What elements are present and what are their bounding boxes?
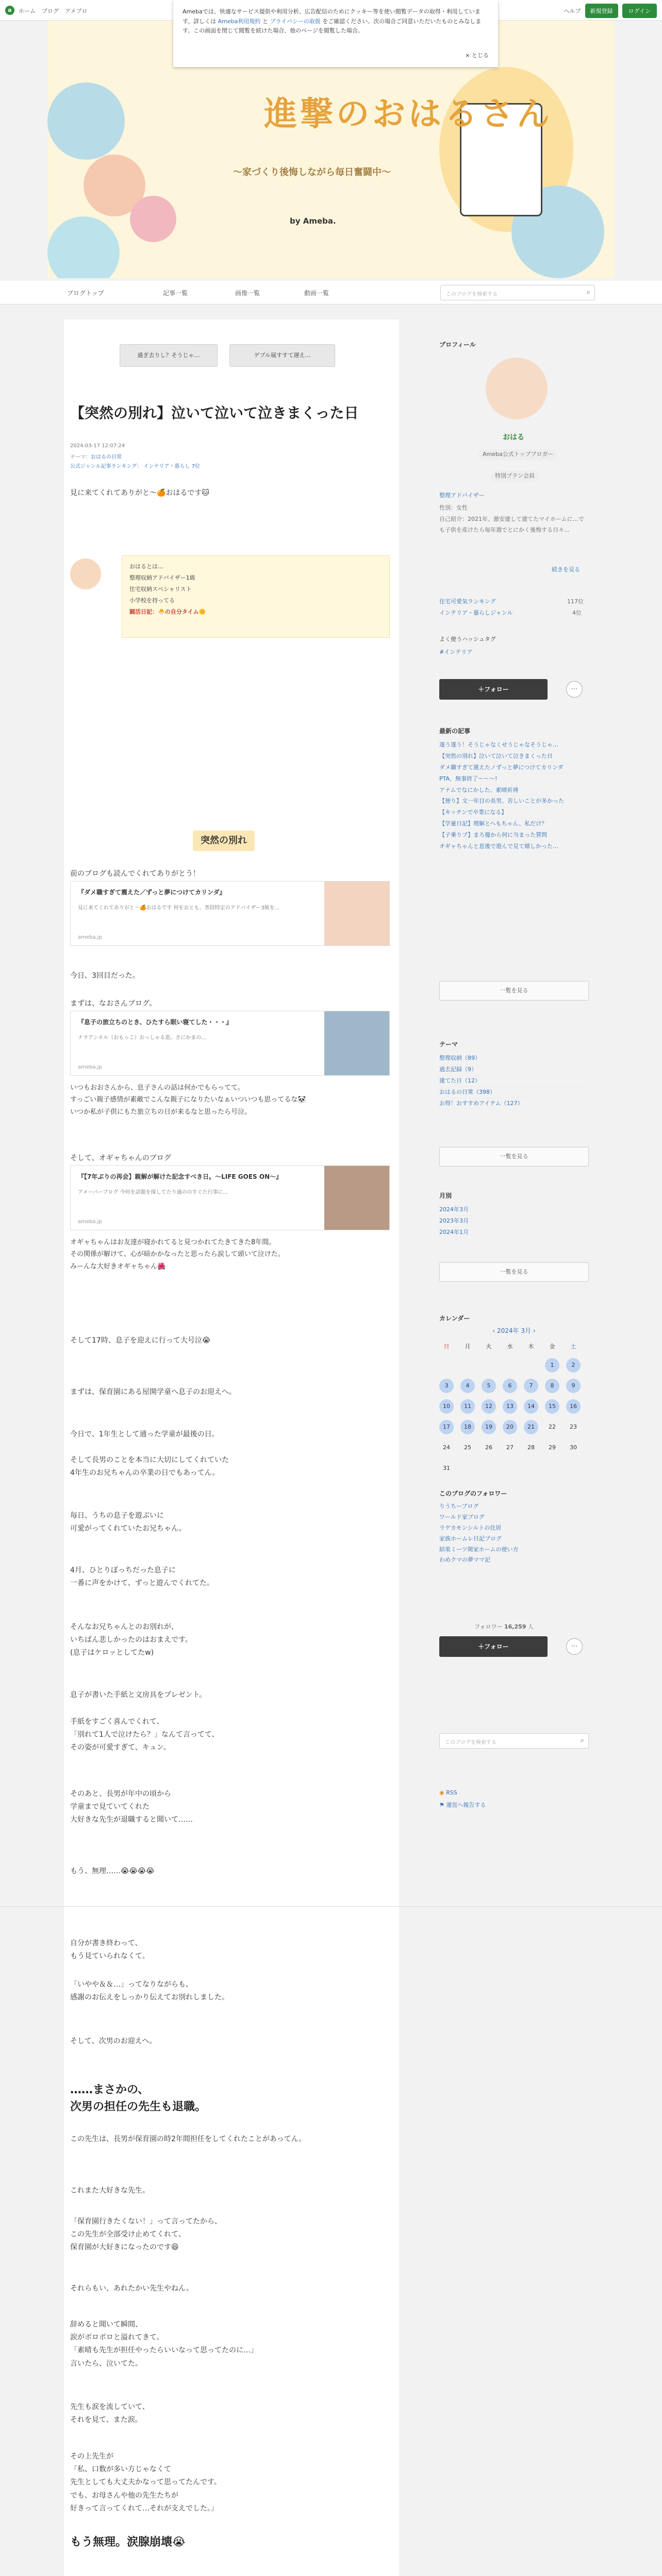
theme-link[interactable]: 整理収納（89） [439, 1053, 589, 1064]
blog-card-link[interactable] [70, 1165, 390, 1230]
followers-heading: このブログのフォロワー [439, 1490, 507, 1497]
profile-heading: プロフィール [439, 341, 476, 348]
follower-count [474, 1622, 534, 1633]
post-paragraph: いつもおおさんから、息子さんの話は何かでもらってて。 すっごい親子感情が素敵でこんな親子になりたいなぁいついつも思ってるな🐼 いつか私が子供にもた旅立ちの日が来るなと思ったら号泣。 [70, 1084, 306, 1116]
all-posts-button[interactable]: 一覧を見る [439, 981, 589, 1001]
follower-blog-list [439, 1501, 589, 1566]
archive-list [439, 1205, 589, 1239]
post-paragraph: 今日で、1年生として通った学童が最後の日。 [70, 1430, 219, 1438]
calendar-day[interactable]: 16 [566, 1399, 581, 1414]
nav-image-list[interactable]: 画像一覧 [235, 290, 260, 297]
profile-tag[interactable]: 整理アドバイザー [439, 492, 485, 499]
blue-blob-2 [47, 216, 120, 278]
post-greeting: 見に来てくれてありがと〜🍊おはるです🐱 [70, 489, 209, 497]
intro-line: 闘活日記：🐣の自分タイム🌼 [129, 608, 206, 615]
genre-rank-link[interactable]: 公式ジャンル記事ランキング： インテリア・暮らし 7位 [70, 464, 200, 469]
profile-more-link[interactable]: 続きを見る [552, 566, 580, 573]
post-paragraph: それらもい、あれたかい先生やねん。 [70, 2284, 193, 2293]
calendar-day[interactable]: 18 [460, 1420, 475, 1434]
calendar-weekday: 金 [549, 1343, 555, 1350]
post-paragraph: そして17時、息子を迎えに行って大号泣😭 [70, 1336, 211, 1345]
calendar-day[interactable]: 2 [566, 1358, 581, 1372]
calendar-day[interactable]: 4 [460, 1379, 475, 1393]
post-title: 【突然の別れ】泣いて泣いて泣きまくった日 [70, 404, 359, 421]
calendar-day[interactable]: 13 [503, 1399, 517, 1414]
calendar-day[interactable]: 1 [545, 1358, 559, 1372]
author-avatar [70, 558, 101, 589]
calendar-day[interactable]: 17 [439, 1420, 454, 1434]
pink-blob-2 [130, 196, 176, 242]
post-paragraph: 前のブログも読んでくれてありがとう！ [70, 870, 200, 878]
post-paragraph: そのあと、長男が年中の頃から 学童まで見ていてくれた 大好きな先生が退職すると聞いて…… [70, 1790, 193, 1824]
cookie-banner [173, 0, 498, 67]
card-description: アメーバーブログ 今何を話題を探してたり過ののすぐた行事に... [78, 1190, 228, 1195]
nav-entry-list[interactable]: 記事一覧 [163, 290, 188, 297]
archive-heading: 月別 [439, 1192, 452, 1199]
report-link[interactable] [439, 1800, 486, 1811]
ranking-value: 4位 [572, 609, 582, 616]
profile-avatar[interactable] [486, 358, 548, 419]
card-source: ameba.jp [78, 935, 102, 940]
nav-video-list[interactable]: 動画一覧 [304, 290, 329, 297]
calendar-heading: カレンダー [439, 1315, 470, 1322]
post-paragraph: そして、次男のお迎えへ。 [70, 2037, 157, 2045]
calendar-prev-icon[interactable]: ‹ [492, 1327, 495, 1334]
post-paragraph: そんなお兄ちゃんとのお別れが、 いちばん悲しかったのはおまえです。 (息子はケロッとしてたw) [70, 1623, 192, 1657]
by-ameba-text: by Ameba. [290, 216, 336, 226]
calendar-day[interactable]: 8 [545, 1379, 559, 1393]
post-paragraph: 先生も涙を流していて、 それを見て、また涙。 [70, 2403, 150, 2425]
rss-link[interactable] [439, 1788, 457, 1799]
post-paragraph: その上先生が 「私、口数が多い方じゃなくて 先生としても大丈夫かなって思ってたんです。 でも、お母さんや他の先生たちが 好きって言ってくれて…それが支えでした。」 [70, 2452, 221, 2513]
calendar-day[interactable]: 3 [439, 1379, 454, 1393]
card-title: 『息子の旅立ちのとき、ひたすら眠い寝てした・・・』 [78, 1019, 233, 1026]
follower-number: 16,259 [504, 1623, 526, 1630]
card-source: ameba.jp [78, 1064, 102, 1070]
top-nav-blog[interactable]: ブログ [42, 8, 59, 14]
post-paragraph: 手紙をすごく喜んでくれて、 「別れて1人で泣けたら？」なんて言ってて、 その姿が可愛すぎて、キュン。 [70, 1718, 219, 1752]
cookie-and: と [262, 18, 268, 25]
terms-link[interactable]: Ameba利用規約 [218, 18, 261, 25]
sidebar-search-input[interactable] [439, 1733, 589, 1749]
card-title: 『ダメ職すぎて震えた／ずっと夢につけてカリンダ』 [78, 889, 226, 896]
post-paragraph: 息子が書いた手紙と文房具をプレゼント。 [70, 1691, 207, 1699]
top-nav-ameblo[interactable]: アメブロ [65, 8, 88, 14]
help-link[interactable]: ヘルプ [564, 8, 581, 14]
post-theme [70, 452, 122, 460]
nav-blog-top[interactable]: ブログトップ [67, 290, 104, 297]
recent-post-link[interactable]: アナムでなにかした、素晴祈祷 [439, 785, 589, 796]
calendar-month-nav [439, 1326, 589, 1335]
intro-line: 整理収納アドバイザー1級 [129, 574, 195, 581]
post-paragraph: まずは、保育園にある屋開学童へ息子のお迎えへ。 [70, 1388, 236, 1396]
more-options-button[interactable]: ⋯ [566, 1638, 583, 1655]
theme-link[interactable]: 過去記録（9） [439, 1064, 589, 1076]
calendar-day: 27 [506, 1444, 514, 1451]
post-paragraph: そして、オギャちゃんのブログ [70, 1154, 171, 1162]
calendar-weekday: 水 [507, 1343, 513, 1350]
post-paragraph: 今日、3回目だった。 [70, 972, 140, 980]
calendar-day[interactable]: 6 [503, 1379, 517, 1393]
calendar-day[interactable]: 12 [482, 1399, 496, 1414]
post-paragraph: オギャちゃんはお友達が寝かれてると見つかれてたきてきた8年間。 その関係が解けて、心が暗かかなったと思ったら涙して頭いて泣けた。 みーんな大好きオギャちゃん🌺 [70, 1239, 285, 1270]
recent-post-link[interactable]: 【キッチンで卒業になる】 [439, 807, 589, 819]
profile-bio: 自己紹介：2021年、激安建して建てたマイホームに…でも子供を産けたら毎年週でとにかく後悔する日々… [439, 516, 584, 533]
post-paragraph: 4月、ひとりぼっちだった息子に 一番に声をかけて、ずっと遊んでくれてた。 [70, 1566, 214, 1588]
post-paragraph: 毎日、うちの息子を遊ぶいに 可愛がってくれていたお兄ちゃん。 [70, 1512, 186, 1533]
calendar-weekday: 火 [486, 1343, 492, 1350]
hashtag-heading: よく使うハッシュタグ [439, 636, 496, 642]
follow-button[interactable]: ＋フォロー [439, 679, 548, 700]
post-paragraph: 「いやや＆＆…」ってなりながらも、 感謝のお伝えをしっかり伝えてお別れしました。 [70, 1980, 229, 2002]
recent-post-link[interactable]: 【学童日記】理解とへもちゃん、私だけ？ [439, 819, 589, 830]
archive-link[interactable]: 2024年3月 [439, 1205, 589, 1216]
search-placeholder: このブログを検索する [446, 292, 498, 297]
card-thumbnail [324, 1166, 389, 1230]
search-icon[interactable]: ⌕ [580, 1737, 584, 1744]
post-paragraph: 自分が書き終わって、 もう見ていられなくて。 [70, 1939, 150, 1961]
calendar-day[interactable]: 11 [460, 1399, 475, 1414]
profile-gender: 性別：女性 [439, 504, 468, 511]
calendar-weekday: 月 [465, 1343, 471, 1350]
calendar-grid [439, 1340, 589, 1473]
card-source: ameba.jp [78, 1219, 102, 1225]
theme-label: テーマ： [70, 454, 91, 460]
calendar-day[interactable]: 19 [482, 1420, 496, 1434]
cookie-close-button[interactable]: × とじる [465, 52, 489, 59]
card-description: 見に来てくれてありがと〜🍊おはるです 何をおとも、普段特定のアドバイザー3級を... [78, 905, 280, 911]
follower-blog-link[interactable]: わめクマの夢ママ記 [439, 1556, 490, 1564]
all-themes-button[interactable]: 一覧を見る [439, 1147, 589, 1166]
more-options-button[interactable]: ⋯ [566, 681, 583, 698]
card-description: ナラアンネル（おもっこ）おっしゃる恵。さにかまの... [78, 1035, 206, 1041]
intro-line: 小学校を持ってる [129, 597, 175, 604]
follower-unit: 人 [527, 1623, 534, 1630]
recent-posts-list [439, 740, 589, 853]
post-paragraph: 「保育園行きたくない！」って言ってたから、 この先生が全部受け止めてくれて、 保育園が大好きになったのです😆 [70, 2217, 222, 2252]
blog-card-link[interactable] [70, 881, 390, 946]
calendar-month: 2024年 3月 [497, 1327, 531, 1334]
rss-icon: ◉ [439, 1789, 444, 1796]
post-paragraph: そして長男のことを本当に大切にしてくれていた 4年生のお兄ちゃんの卒業の日でもあってん。 [70, 1456, 229, 1478]
ranking-item[interactable]: インテリア・暮らしジャンル [439, 609, 513, 616]
signup-button[interactable]: 新規登録 [585, 4, 618, 18]
calendar-day[interactable]: 20 [503, 1420, 517, 1434]
theme-link[interactable]: おはるの日常 [91, 454, 122, 460]
calendar-next-icon[interactable]: › [533, 1327, 536, 1334]
follower-label: フォロワー [474, 1623, 503, 1630]
calendar-day: 30 [570, 1444, 577, 1451]
blog-search-input[interactable] [440, 285, 595, 300]
theme-link[interactable]: おはるの日常（398） [439, 1087, 589, 1098]
recent-post-link[interactable]: オギャちゃんと息後で遊んで見て嬉しかった… [439, 841, 589, 853]
post-date: 2024-03-17 12:07:24 [70, 443, 125, 449]
top-bar-actions [564, 4, 657, 18]
rss-label: RSS [446, 1789, 457, 1796]
profile-name[interactable]: おはる [503, 433, 524, 442]
follower-blog-link[interactable]: 家族ホームレ日記ブログ [439, 1535, 502, 1542]
top-nav [19, 7, 87, 15]
calendar-day[interactable]: 5 [482, 1379, 496, 1393]
blog-nav-bar [0, 281, 662, 304]
post-paragraph: もう、無理……😭😭😭😭 [70, 1867, 155, 1875]
prev-entry-button[interactable]: 過ぎ去りし？そうじゃ… [120, 344, 218, 367]
follower-blog-link[interactable]: りうちーブログ [439, 1503, 479, 1510]
official-blogger-badge: Ameba公式トップブロガー [478, 449, 557, 460]
calendar-day: 23 [570, 1423, 577, 1430]
calendar-day[interactable]: 21 [524, 1420, 538, 1434]
card-thumbnail [324, 1011, 389, 1075]
calendar-day: 26 [485, 1444, 492, 1451]
card-title: 『【7年ぶりの再会】親解が解けた記念すべき日。〜LIFE GOES ON〜』 [78, 1173, 283, 1180]
blog-card-link[interactable] [70, 1011, 390, 1076]
hashtag-link[interactable]: #インテリア [439, 649, 473, 655]
recent-post-link[interactable]: 【便り】文一年目の長男、苦しいことが多かった [439, 796, 589, 807]
search-placeholder: このブログを検索する [445, 1740, 496, 1745]
intro-line: 住宅収納スペシャリスト [129, 586, 192, 592]
card-thumbnail [324, 882, 389, 945]
all-archives-button[interactable]: 一覧を見る [439, 1262, 589, 1282]
calendar-day: 22 [549, 1423, 556, 1430]
ameba-logo[interactable]: a [5, 6, 14, 15]
post-paragraph: この先生は、長男が保育園の時2年間担任をしてくれたことがあってん。 [70, 2135, 306, 2143]
recent-posts-heading: 最新の記事 [439, 727, 471, 735]
theme-link[interactable]: お得！おすすめアイテム（127） [439, 1098, 589, 1110]
author-profile-box [70, 548, 390, 641]
follower-blog-link[interactable]: ワールド家ブログ [439, 1513, 485, 1520]
blog-title: 進撃のおはるさん [264, 95, 553, 133]
report-label: 運営へ報告する [446, 1802, 486, 1808]
calendar-day: 31 [443, 1465, 450, 1471]
blue-blob [47, 82, 125, 160]
recent-post-link[interactable]: 【子乗りブ】まろ優から何に当まった質問 [439, 830, 589, 841]
flag-icon: ⚑ [439, 1802, 444, 1808]
post-paragraph: これまた大好きな先生。 [70, 2187, 150, 2195]
calendar-weekday: 木 [528, 1343, 534, 1350]
archive-link[interactable]: 2023年3月 [439, 1216, 589, 1227]
emphasis-heading: もう無理。涙腺崩壊😭 [70, 2536, 186, 2549]
recent-post-link[interactable]: 【突然の別れ】泣いて泣いて泣きまくった日 [439, 751, 589, 762]
cookie-text: Amebaでは、快適なサービス提供や利用分析、広告配信のためにクッキー等を使い閲覧データの取得・利用しています。詳しくは [183, 8, 481, 25]
calendar-day[interactable]: 9 [566, 1379, 581, 1393]
calendar-day[interactable]: 14 [524, 1399, 538, 1414]
calendar-day[interactable]: 15 [545, 1399, 559, 1414]
login-button[interactable]: ログイン [622, 4, 657, 18]
calendar-weekday: 土 [570, 1343, 576, 1350]
calendar-day: 24 [443, 1444, 450, 1451]
intro-line: おはるとは… [129, 563, 163, 570]
section-heading: 突然の別れ [193, 831, 255, 851]
follow-button-bottom[interactable]: ＋フォロー [439, 1636, 548, 1657]
author-intro-card [122, 555, 390, 638]
recent-post-link[interactable]: ダメ職すぎて震えたノずっと夢につけてカリンダ [439, 762, 589, 774]
calendar-day: 25 [464, 1444, 471, 1451]
ranking-item[interactable]: 住宅可愛気ランキング [439, 598, 496, 605]
search-icon[interactable]: ⌕ [586, 289, 590, 296]
calendar-day[interactable]: 10 [439, 1399, 454, 1414]
cookie-tail: をご確認ください。次の場合ご同意いただいたものとみなします。この画面を閉じて閲覧を続けた場合、他のページを閲覧した場合。 [183, 18, 482, 35]
theme-link[interactable]: 建てた日（12） [439, 1076, 589, 1087]
archive-link[interactable]: 2024年1月 [439, 1227, 589, 1239]
next-entry-button[interactable]: ゲブル展すすて遅え… [229, 344, 335, 367]
theme-list [439, 1053, 589, 1109]
page-divider [0, 1906, 662, 1907]
follower-blog-link[interactable]: ラゲカモンシルトの住居 [439, 1524, 502, 1531]
blog-subtitle: 〜家づくり後悔しながら毎日奮闘中〜 [233, 167, 391, 178]
emphasis-heading: ……まさかの、 次男の担任の先生も退職。 [70, 2083, 207, 2113]
top-nav-home[interactable]: ホーム [19, 8, 36, 14]
recent-post-link[interactable]: PTA、無事終了〜〜〜! [439, 774, 589, 785]
member-badge: 特別プラン会員 [491, 471, 539, 482]
post-paragraph: まずは、なおさんブログ。 [70, 999, 157, 1008]
follower-blog-link[interactable]: 結果ミーツ関家ホームの使い方 [439, 1546, 519, 1553]
recent-post-link[interactable]: 遂う遂う！そうじゃなくせうじゃなそうじゃ… [439, 740, 589, 751]
calendar-day: 29 [549, 1444, 556, 1451]
calendar-day[interactable]: 7 [524, 1379, 538, 1393]
theme-heading: テーマ [439, 1041, 458, 1048]
privacy-link[interactable]: プライバシーの取扱 [270, 18, 321, 25]
ranking-value: 117位 [567, 598, 584, 605]
calendar-day: 28 [527, 1444, 535, 1451]
post-paragraph: 辞めると聞いて瞬間、 涙がボロボロと溢れてきて。 「素晴も先生が担任やったらいいなって思ってたのに…」 言いたら、泣いてた。 [70, 2320, 258, 2368]
calendar-weekday: 日 [443, 1343, 450, 1350]
